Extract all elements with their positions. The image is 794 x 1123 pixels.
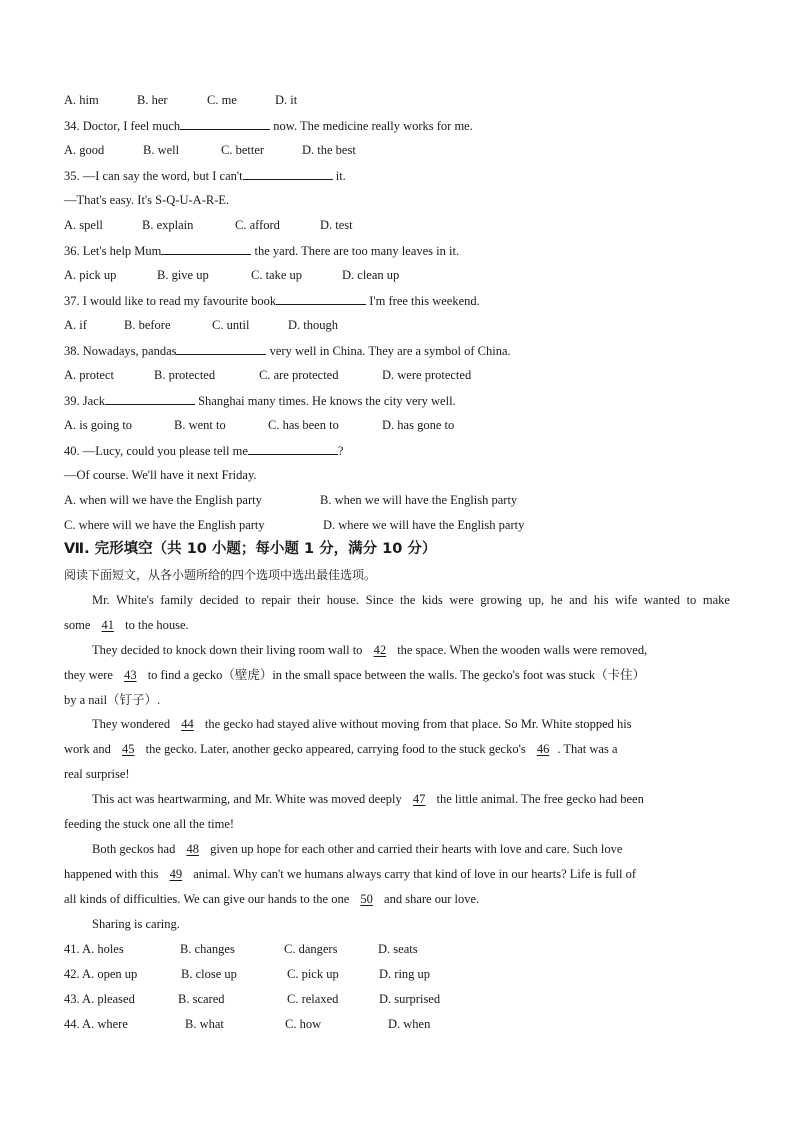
option: B. protected	[154, 368, 216, 382]
stem-text: 35. —I can say the word, but I can't	[64, 169, 243, 183]
passage-line: real surprise!	[64, 767, 130, 781]
option: C. dangers	[284, 942, 338, 956]
passage-text: happened with this	[64, 867, 159, 881]
cloze-blank-50: 50	[360, 892, 373, 906]
option: D. were protected	[382, 368, 472, 382]
option: A. protect	[64, 368, 114, 382]
q39-stem	[64, 392, 456, 408]
cloze-blank-47: 47	[412, 792, 426, 806]
cloze-blank-43: 43	[124, 668, 137, 682]
q35-reply: —That's easy. It's S-Q-U-A-R-E.	[64, 193, 230, 207]
passage-line: Sharing is caring.	[92, 917, 180, 931]
option: C. relaxed	[287, 992, 339, 1006]
option: A. when will we have the English party	[64, 493, 262, 507]
answer-blank	[105, 392, 195, 405]
cloze-blank-49: 49	[169, 867, 183, 881]
option: 42. A. open up	[64, 967, 138, 981]
option: B. explain	[142, 218, 194, 232]
passage-line	[64, 891, 479, 907]
passage-text: given up hope for each other and carried their hearts with love and care. Such love	[210, 842, 623, 856]
option: A. is going to	[64, 418, 133, 432]
option: C. afford	[235, 218, 280, 232]
option: B. went to	[174, 418, 226, 432]
passage-text: the space. When the wooden walls were removed,	[397, 643, 648, 657]
stem-text: now. The medicine really works for me.	[273, 119, 473, 133]
option: D. test	[320, 218, 353, 232]
option: C. has been to	[268, 418, 339, 432]
option: D. has gone to	[382, 418, 455, 432]
stem-text: 40. —Lucy, could you please tell me	[64, 444, 248, 458]
option: D. clean up	[342, 268, 400, 282]
option: A. if	[64, 318, 87, 332]
option: B. her	[137, 93, 168, 107]
answer-blank	[243, 167, 333, 180]
answer-blank	[180, 117, 270, 130]
option: C. how	[285, 1017, 322, 1031]
stem-text: 36. Let's help Mum	[64, 244, 162, 258]
option: D. though	[288, 318, 338, 332]
option: 44. A. where	[64, 1017, 128, 1031]
cloze-blank-44: 44	[181, 717, 194, 731]
passage-text: animal. Why can't we humans always carry that kind of love in our hearts? Life is full of	[193, 867, 637, 881]
stem-text: the yard. There are too many leaves in it.	[254, 244, 460, 258]
section-title: Ⅶ. 完形填空（共 10 小题；每小题 1 分，满分 10 分）	[64, 541, 437, 557]
passage-text: all kinds of difficulties. We can give our hands to the one	[64, 892, 350, 906]
option: B. what	[185, 1017, 224, 1031]
option: C. me	[207, 93, 237, 107]
option: D. the best	[302, 143, 356, 157]
q40-stem	[64, 442, 343, 458]
option: C. pick up	[287, 967, 339, 981]
option: A. spell	[64, 218, 103, 232]
stem-text: very well in China. They are a symbol of China.	[269, 344, 511, 358]
stem-text: it.	[335, 169, 346, 183]
answer-blank	[176, 342, 266, 355]
option: B. close up	[181, 967, 237, 981]
passage-line	[92, 642, 647, 658]
passage-text: the gecko. Later, another gecko appeared, carrying food to the stuck gecko's	[145, 742, 526, 756]
q35-stem	[64, 167, 346, 183]
q38-stem	[64, 342, 511, 358]
passage-text: to the house.	[125, 618, 189, 632]
stem-text: ?	[337, 444, 344, 458]
cloze-blank-45: 45	[122, 742, 135, 756]
cloze-blank-46: 46	[536, 742, 550, 756]
passage-line	[64, 667, 645, 683]
stem-text: 34. Doctor, I feel much	[64, 119, 181, 133]
passage-text: They decided to knock down their living room wall to	[92, 643, 363, 657]
option: B. give up	[157, 268, 209, 282]
passage-text: . That was a	[557, 742, 618, 756]
option: A. good	[64, 143, 105, 157]
option: C. where will we have the English party	[64, 518, 265, 532]
option: C. until	[212, 318, 250, 332]
cloze-blank-48: 48	[186, 842, 199, 856]
passage-line: by a nail（钉子）.	[64, 693, 161, 707]
cloze-blank-41: 41	[101, 618, 115, 632]
q36-stem	[64, 242, 459, 258]
option: B. well	[143, 143, 180, 157]
passage-text: some	[64, 618, 91, 632]
option: A. pick up	[64, 268, 117, 282]
option: B. changes	[180, 942, 235, 956]
option: B. before	[124, 318, 171, 332]
passage-text: and share our love.	[384, 892, 480, 906]
passage-text: to find a gecko（壁虎）in the small space between the walls. The gecko's foot was stuck（卡住）	[147, 668, 646, 682]
option: D. surprised	[379, 992, 441, 1006]
passage-line: Mr. White's family decided to repair their house. Since the kids were growing up, he and his wife wanted to make	[92, 593, 730, 607]
option: D. where we will have the English party	[323, 518, 525, 532]
passage-line	[64, 741, 618, 757]
option: C. take up	[251, 268, 303, 282]
option: D. when	[388, 1017, 431, 1031]
passage-text: work and	[64, 742, 111, 756]
answer-blank	[276, 292, 366, 305]
option: 41. A. holes	[64, 942, 124, 956]
answer-blank	[248, 442, 338, 455]
stem-text: 39. Jack	[64, 394, 105, 408]
stem-text: Shanghai many times. He knows the city very well.	[198, 394, 456, 408]
answer-blank	[161, 242, 251, 255]
passage-text: This act was heartwarming, and Mr. White was moved deeply	[92, 792, 402, 806]
passage-line	[64, 617, 189, 633]
passage-line	[64, 866, 636, 882]
passage-text: Both geckos had	[92, 842, 176, 856]
passage-line	[92, 841, 622, 857]
passage-text: they were	[64, 668, 113, 682]
option: C. are protected	[259, 368, 339, 382]
passage-text: the little animal. The free gecko had been	[436, 792, 644, 806]
option: 43. A. pleased	[64, 992, 135, 1006]
option: B. when we will have the English party	[320, 493, 518, 507]
option: C. better	[221, 143, 265, 157]
passage-line	[92, 791, 644, 807]
stem-text: 38. Nowadays, pandas	[64, 344, 177, 358]
section-instruction: 阅读下面短文，从各小题所给的四个选项中选出最佳选项。	[64, 568, 377, 582]
option: D. ring up	[379, 967, 431, 981]
cloze-blank-42: 42	[373, 643, 387, 657]
passage-text: the gecko had stayed alive without moving from that place. So Mr. White stopped his	[204, 717, 632, 731]
option: A. him	[64, 93, 99, 107]
q34-stem	[64, 117, 473, 133]
option: D. it	[275, 93, 298, 107]
passage-line	[92, 716, 632, 732]
q37-stem	[64, 292, 480, 308]
stem-text: I'm free this weekend.	[369, 294, 480, 308]
q40-reply: —Of course. We'll have it next Friday.	[64, 468, 257, 482]
passage-text: They wondered	[92, 717, 171, 731]
option: B. scared	[178, 992, 225, 1006]
passage-line: feeding the stuck one all the time!	[64, 817, 235, 831]
stem-text: 37. I would like to read my favourite book	[64, 294, 277, 308]
option: D. seats	[378, 942, 418, 956]
